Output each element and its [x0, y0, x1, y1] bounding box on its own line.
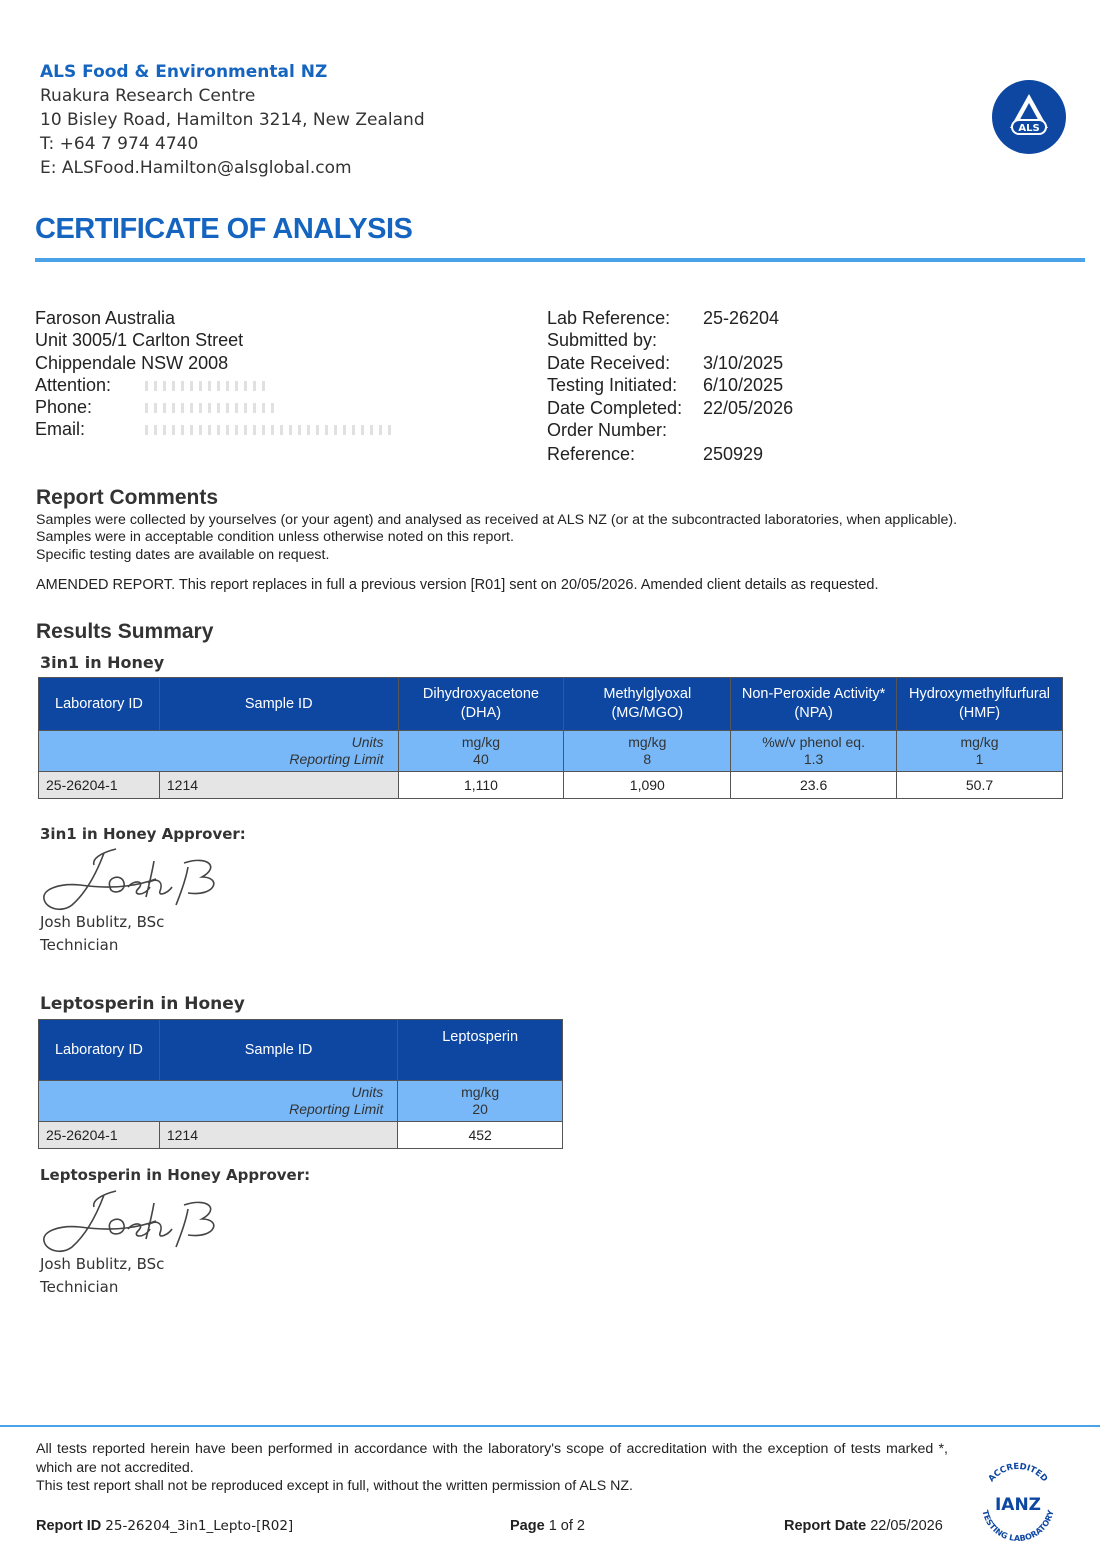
- approver1-heading: [40, 825, 246, 843]
- col-mgo: [564, 678, 731, 731]
- approver-name: Josh Bublitz, BSc: [40, 913, 165, 931]
- limit: 8: [643, 751, 652, 767]
- client-block: [35, 307, 395, 441]
- col-name: Dihydroxyacetone: [422, 686, 539, 702]
- date-received-value: 3/10/2025: [703, 352, 784, 373]
- approver2-heading: [40, 1166, 310, 1184]
- phone-label: Phone:: [35, 397, 93, 418]
- comment-line: Specific testing dates are available on request.: [36, 546, 330, 563]
- unit: %w/v phenol eq.: [762, 734, 865, 750]
- col-abbr: (MG/MGO): [611, 705, 684, 721]
- units-label-cell: [39, 731, 399, 772]
- report-info-block: [547, 307, 793, 466]
- testing-initiated-label: Testing Initiated:: [547, 375, 678, 396]
- value-cell: 1,090: [564, 772, 731, 799]
- col-abbr: (DHA): [460, 705, 502, 721]
- date-completed-value: 22/05/2026: [703, 397, 794, 418]
- table2-title: Leptosperin in Honey: [40, 994, 245, 1014]
- report-date-value: 22/05/2026: [870, 1518, 943, 1534]
- report-id: [36, 1518, 293, 1534]
- order-number-row: [547, 419, 793, 441]
- order-number-label: Order Number:: [547, 420, 668, 441]
- als-logo-icon: [992, 80, 1066, 154]
- lab-address-block: [40, 60, 425, 180]
- lab-reference-value: 25-26204: [703, 308, 780, 328]
- page-label: Page: [510, 1518, 545, 1534]
- comments-heading: Report Comments: [36, 486, 219, 509]
- footer-divider: [0, 1425, 1100, 1427]
- approver2-block: [40, 1253, 164, 1299]
- report-id-label: Report ID: [36, 1518, 102, 1534]
- unit: mg/kg: [960, 734, 999, 750]
- table-header-row: [39, 1020, 563, 1081]
- redacted-phone: [145, 403, 275, 413]
- limit: 1.3: [803, 751, 824, 767]
- unit-cell: [897, 731, 1063, 772]
- date-completed-row: [547, 397, 793, 419]
- limit-label: Reporting Limit: [289, 1101, 384, 1117]
- amended-note: AMENDED REPORT. This report replaces in full a previous version [R01] sent on 20/05/2026. Amended client details as requested.: [36, 577, 879, 593]
- unit-cell: [731, 731, 897, 772]
- approver1-block: [40, 911, 164, 957]
- col-abbr: (NPA): [794, 705, 833, 721]
- table-row: [39, 772, 1063, 799]
- value-cell: 1,110: [398, 772, 564, 799]
- col-lab-id: Laboratory ID: [39, 1020, 160, 1081]
- redacted-attention: [145, 381, 265, 391]
- unit: mg/kg: [461, 734, 500, 750]
- lab-email: E: ALSFood.Hamilton@alsglobal.com: [40, 158, 352, 178]
- table-row: [39, 1122, 563, 1149]
- signature-image: [38, 843, 223, 913]
- col-lab-id: Laboratory ID: [39, 678, 160, 731]
- col-sample-id: Sample ID: [159, 1020, 397, 1081]
- badge-mid-text: IANZ: [994, 1495, 1042, 1515]
- testing-initiated-value: 6/10/2025: [703, 375, 784, 396]
- lab-reference-label: Lab Reference:: [547, 308, 671, 328]
- client-email-row: [35, 418, 395, 440]
- col-name: Methylglyoxal: [603, 686, 692, 702]
- approver-name: Josh Bublitz, BSc: [40, 1255, 165, 1273]
- approver-heading-text: Leptosperin in Honey Approver:: [40, 1166, 311, 1184]
- approver-role: Technician: [40, 1278, 119, 1296]
- limit: 1: [975, 751, 984, 767]
- unit: mg/kg: [461, 1084, 500, 1100]
- lab-address-line: Ruakura Research Centre: [40, 86, 256, 106]
- results-heading: Results Summary: [36, 620, 214, 643]
- unit-cell: [564, 731, 731, 772]
- email-label: Email:: [35, 419, 86, 440]
- lab-reference-row: [547, 307, 793, 329]
- redacted-email: [145, 425, 395, 435]
- client-attention-row: [35, 374, 395, 396]
- accreditation-note: All tests reported herein have been performed in accordance with the laboratory's scope of accreditation with the exception of tests marked *, which are not accredited.: [36, 1441, 948, 1476]
- approver-role: Technician: [40, 936, 119, 954]
- approver-heading-text: 3in1 in Honey Approver:: [40, 825, 246, 843]
- col-sample-id: Sample ID: [159, 678, 398, 731]
- attention-label: Attention:: [35, 374, 112, 395]
- report-date-label: Report Date: [784, 1518, 867, 1534]
- comments-block: [36, 512, 957, 564]
- units-label: Units: [351, 734, 384, 750]
- client-phone-row: [35, 396, 395, 418]
- lab-phone: T: +64 7 974 4740: [40, 134, 199, 154]
- comment-line: Samples were in acceptable condition unless otherwise noted on this report.: [36, 529, 514, 546]
- value-cell: 23.6: [731, 772, 897, 799]
- reference-label: Reference:: [547, 444, 636, 465]
- results-table-leptosperin: [38, 1019, 563, 1149]
- value-cell: 452: [398, 1122, 563, 1149]
- badge-top-text: ACCREDITED: [986, 1461, 1050, 1485]
- report-id-value: 25-26204_3in1_Lepto-[R02]: [105, 1518, 294, 1534]
- value-cell: 50.7: [897, 772, 1063, 799]
- date-completed-label: Date Completed:: [547, 397, 683, 418]
- unit: mg/kg: [628, 734, 667, 750]
- col-hmf: [897, 678, 1063, 731]
- units-label-cell: [39, 1081, 398, 1122]
- lab-address-line: 10 Bisley Road, Hamilton 3214, New Zealand: [40, 110, 425, 130]
- comment-line: Samples were collected by yourselves (or your agent) and analysed as received at ALS NZ (or at the subcontracted laboratories, when applicable).: [36, 512, 958, 528]
- logo-text: ALS: [1018, 123, 1040, 134]
- table-units-row: [39, 1081, 563, 1122]
- lab-name: ALS Food & Environmental NZ: [40, 62, 328, 82]
- ianz-accreditation-badge-icon: [972, 1455, 1064, 1547]
- badge-bottom-text: TESTING LABORATORY: [980, 1509, 1056, 1544]
- table-units-row: [39, 731, 1063, 772]
- client-company: Faroson Australia: [35, 308, 176, 328]
- report-date: [784, 1518, 943, 1534]
- col-name: Hydroxymethylfurfural: [908, 686, 1050, 702]
- submitted-by-label: Submitted by:: [547, 330, 658, 351]
- footer-notes: [36, 1440, 948, 1496]
- reference-value: 250929: [703, 444, 764, 465]
- table1-title: 3in1 in Honey: [40, 653, 165, 672]
- lab-id-cell: 25-26204-1: [39, 1122, 160, 1149]
- reproduction-note: This test report shall not be reproduced except in full, without the written permission of ALS NZ.: [36, 1478, 633, 1494]
- lab-id-cell: 25-26204-1: [39, 772, 160, 799]
- col-leptosperin: Leptosperin: [398, 1020, 563, 1081]
- date-received-row: [547, 352, 793, 374]
- limit: 40: [473, 751, 489, 767]
- client-city: Chippendale NSW 2008: [35, 352, 229, 373]
- client-street: Unit 3005/1 Carlton Street: [35, 330, 244, 351]
- col-npa: [731, 678, 897, 731]
- limit: 20: [472, 1101, 488, 1117]
- col-name: Non-Peroxide Activity*: [741, 686, 886, 702]
- title-divider: [35, 258, 1085, 262]
- units-label: Units: [351, 1084, 384, 1100]
- signature-image: [38, 1185, 223, 1255]
- table-header-row: [39, 678, 1063, 731]
- unit-cell: [398, 1081, 563, 1122]
- col-dha: [398, 678, 564, 731]
- page-title: CERTIFICATE OF ANALYSIS: [35, 213, 413, 245]
- col-abbr: (HMF): [958, 705, 1001, 721]
- page-number: [510, 1518, 585, 1534]
- sample-id-cell: 1214: [159, 1122, 397, 1149]
- results-table-3in1: [38, 677, 1063, 799]
- reference-row: [547, 443, 793, 465]
- testing-initiated-row: [547, 374, 793, 396]
- page-value: 1 of 2: [548, 1518, 585, 1534]
- unit-cell: [398, 731, 564, 772]
- date-received-label: Date Received:: [547, 352, 671, 373]
- limit-label: Reporting Limit: [289, 751, 384, 767]
- sample-id-cell: 1214: [159, 772, 398, 799]
- submitted-by-row: [547, 329, 793, 351]
